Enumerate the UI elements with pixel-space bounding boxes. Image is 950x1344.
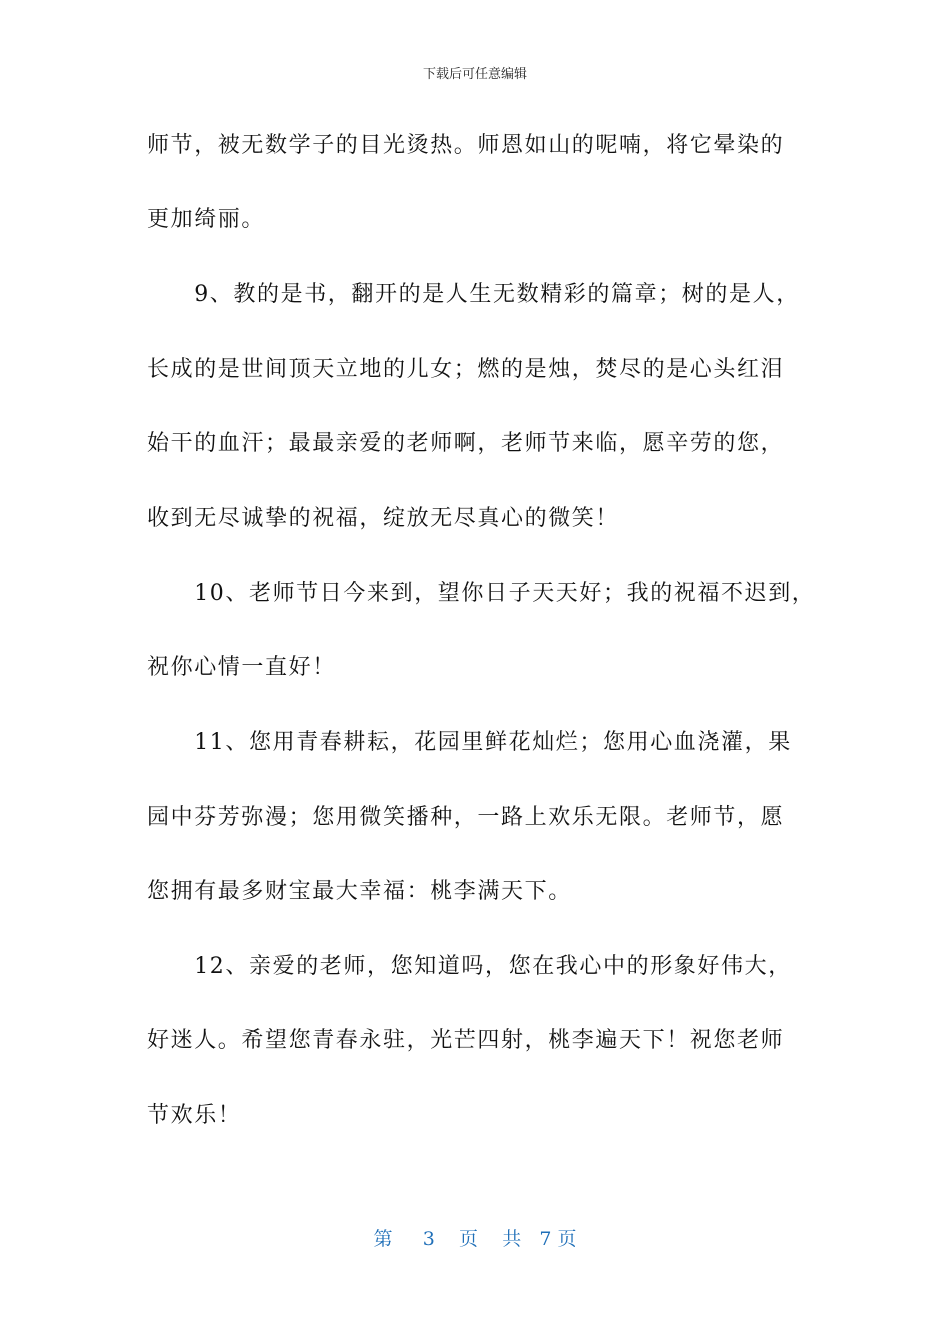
text-line: 始干的血汗；最最亲爱的老师啊，老师节来临，愿辛劳的您，: [147, 431, 785, 456]
text-line: 节欢乐！: [147, 1103, 242, 1128]
text-line: 更加绮丽。: [147, 207, 266, 232]
text-line: 好迷人。希望您青春永驻，光芒四射，桃李遍天下！祝您老师: [147, 1028, 785, 1053]
text-line: 12、亲爱的老师，您知道吗，您在我心中的形象好伟大，: [147, 954, 792, 979]
total-pages-number: 7: [539, 1228, 552, 1250]
current-page-number: 3: [422, 1228, 435, 1250]
text-line: 11、您用青春耕耘，花园里鲜花灿烂；您用心血浇灌，果: [147, 730, 792, 755]
footer-total-label: 共: [502, 1228, 522, 1250]
text-line: 9、教的是书，翻开的是人生无数精彩的篇章；树的是人，: [147, 282, 800, 307]
footer-page-unit: 页: [459, 1228, 479, 1250]
page-footer: [0, 1226, 950, 1252]
footer-page-label: 第: [373, 1228, 393, 1250]
text-line: 长成的是世间顶天立地的儿女；燃的是烛，焚尽的是心头红泪: [147, 357, 785, 382]
text-line: 您拥有最多财宝最大幸福：桃李满天下。: [147, 879, 572, 904]
page-header: 下载后可任意编辑: [422, 67, 527, 82]
text-line: 园中芬芳弥漫；您用微笑播种，一路上欢乐无限。老师节，愿: [147, 805, 785, 830]
text-line: 10、老师节日今来到，望你日子天天好；我的祝福不迟到，: [147, 581, 816, 606]
text-line: 祝你心情一直好！: [147, 655, 336, 680]
text-line: 师节，被无数学子的目光烫热。师恩如山的呢喃，将它晕染的: [147, 133, 785, 158]
text-line: 收到无尽诚挚的祝福，绽放无尽真心的微笑！: [147, 506, 620, 531]
footer-total-unit: 页: [557, 1228, 577, 1250]
